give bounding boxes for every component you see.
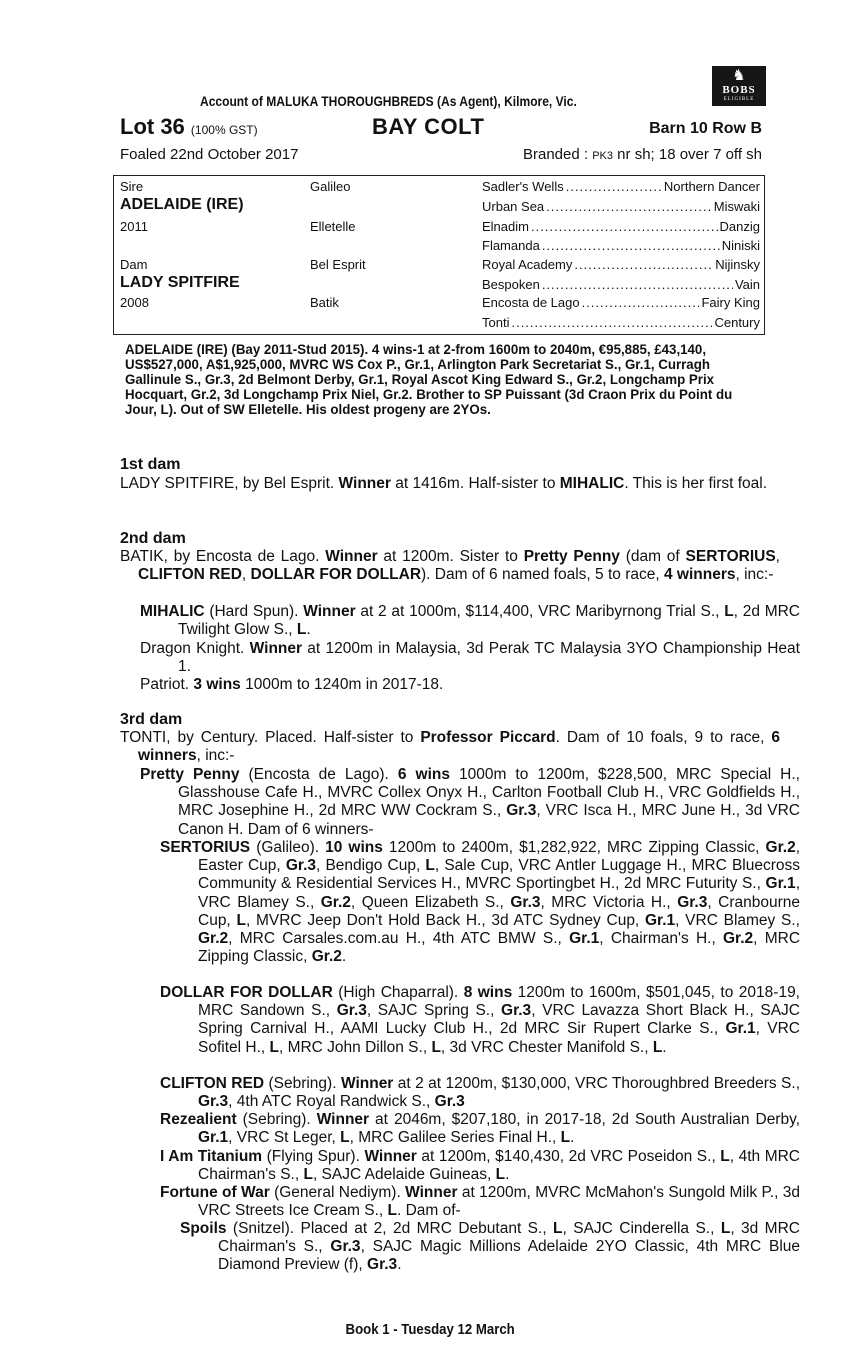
second-dam-heading: 2nd dam	[120, 530, 186, 547]
pretty-text: Pretty Penny	[523, 548, 620, 565]
r3-text: , VRC St Leger,	[228, 1129, 341, 1147]
ancestor-row	[482, 257, 760, 272]
i1-text: (Flying Spur).	[262, 1148, 365, 1165]
ancestor-row	[482, 315, 760, 330]
sire-name: ADELAIDE (IRE)	[120, 196, 244, 213]
wins4-text: 4 winners	[663, 566, 736, 584]
f1-text: (General Nediym).	[269, 1184, 406, 1201]
leader-dots	[546, 199, 712, 214]
m3-text: , 2d MRC Twilight Glow S.,	[178, 603, 800, 639]
leader-dots	[531, 219, 718, 234]
sp2-text: , SAJC Cinderella S.,	[562, 1220, 721, 1237]
sp-g2-text: L	[720, 1220, 731, 1237]
d8-text: .	[662, 1038, 667, 1056]
second-dam-text	[120, 548, 780, 584]
bobs-logo	[712, 66, 766, 106]
horse-icon: ♞	[732, 68, 746, 84]
d2-text: 1200m to 1600m, $501,045, to 2018-19, MRC Sandown S.,	[198, 984, 800, 1020]
d4-text: , VRC Lavazza Short Black H., SAJC Spring Carnival H., AAMI Lucky Club H., 2d MRC Sir Rupert Clarke S.,	[198, 1002, 800, 1038]
ancestor-sire: Fairy King	[701, 295, 760, 310]
s-g10-text: Gr.2	[198, 930, 229, 948]
s6-text: , VRC Blamey S.,	[198, 875, 800, 911]
lot-line	[120, 114, 762, 144]
dollar-text: DOLLAR FOR DOLLAR	[250, 566, 422, 584]
ancestor-row	[482, 219, 760, 234]
pp-name-text: Pretty Penny	[140, 766, 240, 783]
sp-name-text: Spoils	[180, 1220, 227, 1237]
t2-text: at 1416m. Half-sister to	[390, 475, 560, 492]
s-g5-text: Gr.2	[320, 893, 351, 911]
s-wins-text: 10 wins	[325, 839, 383, 856]
m-winner-text: Winner	[303, 603, 356, 620]
pp-gr3-text: Gr.3	[506, 802, 537, 820]
c-name-text: CLIFTON RED	[160, 1075, 265, 1092]
s-g2-text: Gr.3	[285, 857, 317, 875]
ancestor-name: Flamanda	[482, 238, 540, 253]
i5-text: .	[505, 1166, 510, 1184]
f2-text: at 1200m, MVRC McMahon's Sungold Milk P., 3d VRC Streets Ice Cream S.,	[198, 1184, 801, 1220]
s11-text: , VRC Blamey S.,	[675, 911, 800, 929]
leader-dots	[542, 238, 720, 253]
leader-dots	[511, 315, 712, 330]
sp5-text: .	[397, 1256, 402, 1274]
i4-text: , SAJC Adelaide Guineas,	[312, 1166, 496, 1184]
leader-dots	[574, 257, 713, 272]
sp-g3-text: Gr.3	[330, 1238, 361, 1256]
foaled-date: Foaled 22nd October 2017	[120, 146, 299, 163]
s-g12-text: Gr.2	[723, 930, 754, 948]
c3-text: , 4th ATC Royal Randwick S.,	[228, 1093, 435, 1111]
s4-text: , Bendigo Cup,	[316, 857, 426, 875]
p-t1-text: Patriot.	[140, 676, 194, 693]
mihalic-text: MIHALIC	[559, 475, 625, 492]
ancestor-name: Tonti	[482, 315, 510, 330]
logo-subtext: ELIGIBLE	[723, 97, 755, 102]
t1-text: BATIK, by Encosta de Lago.	[120, 548, 326, 565]
dam-name: LADY SPITFIRE	[120, 274, 240, 291]
d-g1-text: Gr.3	[336, 1002, 367, 1020]
sp-g1-text: L	[553, 1220, 563, 1237]
r-g2-text: L	[340, 1129, 350, 1147]
m4-text: .	[306, 621, 311, 639]
d6-text: , MRC John Dillon S.,	[278, 1038, 432, 1056]
i-g1-text: L	[720, 1148, 730, 1165]
d7-text: , 3d VRC Chester Manifold S.,	[440, 1038, 653, 1056]
m2-text: at 2 at 1000m, $114,400, VRC Maribyrnong Trial S.,	[355, 603, 725, 620]
d5-text: , VRC Sofitel H.,	[198, 1020, 800, 1056]
c1-text: ,	[775, 548, 780, 565]
s12-text: , MRC Carsales.com.au H., 4th ATC BMW S.,	[228, 930, 570, 948]
s-g8-text: L	[236, 911, 246, 929]
ancestor-name: Sadler's Wells	[482, 179, 564, 194]
t3-text: . This is her first foal.	[624, 475, 768, 492]
d-winner-text: Winner	[249, 640, 303, 657]
s10-text: , MVRC Jeep Don't Hold Back H., 3d ATC Sydney Cup,	[245, 911, 645, 929]
d-name-text: DOLLAR FOR DOLLAR	[160, 984, 333, 1001]
leader-dots	[542, 277, 733, 292]
t3-text: (dam of	[619, 548, 686, 565]
s2-text: 1200m to 2400m, $1,282,922, MRC Zipping Classic,	[382, 839, 766, 856]
pp-wins-text: 6 wins	[397, 766, 450, 783]
progeny-mihalic	[140, 603, 800, 639]
m-name-text: MIHALIC	[140, 603, 205, 620]
t1-text: LADY SPITFIRE, by Bel Esprit.	[120, 475, 339, 492]
ancestor-row	[482, 238, 760, 253]
grandsire-4: Batik	[310, 295, 339, 310]
i3-text: , 4th MRC Chairman's S.,	[198, 1148, 800, 1184]
sp3-text: , 3d MRC Chairman's S.,	[218, 1220, 800, 1256]
vendor-account: Account of MALUKA THOROUGHBREDS (As Agent), Kilmore, Vic.	[200, 93, 577, 109]
t4-text: ). Dam of 6 named foals, 5 to race,	[421, 566, 664, 584]
s7-text: , Queen Elizabeth S.,	[350, 893, 511, 911]
c2-text: at 2 at 1200m, $130,000, VRC Thoroughbred Breeders S.,	[393, 1075, 800, 1092]
ancestor-sire: Niniski	[721, 238, 760, 253]
d-t1-text: Dragon Knight.	[140, 640, 250, 657]
brand-code: PK3	[592, 150, 614, 162]
s9-text: , Cranbourne Cup,	[198, 893, 800, 929]
r-g1-text: Gr.1	[198, 1129, 229, 1147]
s-g13-text: Gr.2	[311, 948, 342, 966]
wins6-text: 6 winners	[138, 729, 780, 765]
gst-note: (100% GST)	[190, 123, 258, 137]
page-footer	[0, 1321, 860, 1338]
r-g3-text: L	[560, 1129, 571, 1147]
s-g4-text: Gr.1	[765, 875, 796, 893]
ancestor-sire: Nijinsky	[715, 257, 760, 272]
s3-text: , Easter Cup,	[198, 839, 801, 875]
progeny-sertorius	[160, 839, 800, 966]
ancestor-row	[482, 199, 760, 214]
t1-text: TONTI, by Century. Placed. Half-sister to	[120, 729, 421, 746]
third-dam-text	[120, 729, 780, 765]
dam-label: Dam	[120, 257, 148, 272]
t2-text: at 1200m. Sister to	[377, 548, 524, 565]
d-g6-text: L	[652, 1038, 663, 1056]
t5-text: , inc:-	[735, 566, 774, 584]
f-name-text: Fortune of War	[160, 1184, 270, 1201]
d-g2-text: Gr.3	[501, 1002, 532, 1020]
s13-text: , Chairman's H.,	[599, 930, 723, 948]
ancestor-row	[482, 179, 760, 194]
p-wins-text: 3 wins	[193, 676, 241, 693]
sp4-text: , SAJC Magic Millions Adelaide 2YO Classic, 4th MRC Blue Diamond Preview (f),	[218, 1238, 800, 1274]
logo-text: BOBS	[722, 84, 756, 96]
branded-rest: nr sh; 18 over 7 off sh	[613, 146, 762, 163]
f-g1-text: L	[387, 1202, 397, 1220]
first-dam-text	[120, 475, 780, 493]
d-t2-text: at 1200m in Malaysia, 3d Perak TC Malaysia 3YO Championship Heat 1.	[178, 640, 800, 676]
r-winner-text: Winner	[316, 1111, 370, 1128]
c1-text: (Sebring).	[264, 1075, 341, 1092]
first-dam-heading: 1st dam	[120, 456, 181, 473]
r5-text: .	[570, 1129, 575, 1147]
ancestor-name: Bespoken	[482, 277, 540, 292]
c2-text: ,	[241, 566, 251, 584]
progeny-dragon-knight	[140, 640, 800, 676]
lot-label: Lot 36	[120, 114, 185, 139]
s-g3-text: L	[425, 857, 435, 875]
ancestor-sire: Miswaki	[713, 199, 760, 214]
s5-text: , Sale Cup, VRC Antler Luggage H., MRC Bluecross Community & Residential Services H., MVRC Sportingbet H., 2d MRC Futurity S.,	[198, 857, 800, 893]
lot-number	[120, 114, 258, 140]
progeny-dollar-for-dollar	[160, 984, 800, 1057]
ancestor-sire: Northern Dancer	[663, 179, 760, 194]
progeny-spoils	[180, 1220, 800, 1275]
m1-text: (Hard Spun).	[204, 603, 304, 620]
r-name-text: Rezealient	[160, 1111, 237, 1128]
grandsire-2: Elletelle	[310, 219, 356, 234]
progeny-i-am-titanium	[160, 1148, 800, 1184]
i-name-text: I Am Titanium	[160, 1148, 263, 1165]
ancestor-name: Royal Academy	[482, 257, 573, 272]
s15-text: .	[341, 948, 347, 966]
progeny-fortune-of-war	[160, 1184, 800, 1220]
c-g1-text: Gr.3	[198, 1093, 229, 1111]
r4-text: , MRC Galilee Series Final H.,	[349, 1129, 561, 1147]
ancestor-sire: Century	[714, 315, 760, 330]
dam-year: 2008	[120, 295, 149, 310]
s-g7-text: Gr.3	[677, 893, 708, 911]
i-g2-text: L	[303, 1166, 313, 1184]
f-winner-text: Winner	[405, 1184, 458, 1201]
f3-text: . Dam of-	[396, 1202, 461, 1220]
t3-text: , inc:-	[196, 747, 235, 765]
branded-info	[523, 146, 762, 163]
progeny-clifton-red	[160, 1075, 800, 1111]
sire-label: Sire	[120, 179, 144, 194]
s8-text: , MRC Victoria H.,	[540, 893, 678, 911]
m-L2-text: L	[296, 621, 307, 639]
d-g4-text: L	[269, 1038, 279, 1056]
ancestor-name: Urban Sea	[482, 199, 545, 214]
d-g3-text: Gr.1	[725, 1020, 756, 1038]
progeny-rezealient	[160, 1111, 800, 1147]
s-g6-text: Gr.3	[510, 893, 541, 911]
progeny-pretty-penny	[140, 766, 800, 839]
sire-summary: ADELAIDE (IRE) (Bay 2011-Stud 2015). 4 wins-1 at 2-from 1600m to 2040m, €95,885, £43,140, US$527,000, A$1,925,000, MVRC WS Cox P., Gr.1, Arlington Park Secretariat S., Gr.1, Curragh Gallinule S., Gr.3, 2d Belmont Derby, Gr.1, Royal Ascot King Edward S., Gr.2, Longchamp Prix Hocquart, Gr.2, 3d Longchamp Prix Niel, Gr.2. Brother to SP Puissant (3d Craon Prix du Point du Jour, L). Out of SW Elletelle. His oldest progeny are 2YOs.	[125, 341, 733, 417]
pp2-text: 1000m to 1200m, $228,500, MRC Special H., Glasshouse Cafe H., MVRC Collex Onyx H., Carlton Football Club H., VRC Goldfields H., MRC Josephine H., 2d MRC WW Cockram S.,	[178, 766, 800, 820]
r2-text: at 2046m, $207,180, in 2017-18, 2d South Australian Derby,	[369, 1111, 800, 1128]
i2-text: at 1200m, $140,430, 2d VRC Poseidon S.,	[416, 1148, 721, 1165]
s-name-text: SERTORIUS	[160, 839, 251, 856]
i-winner-text: Winner	[364, 1148, 417, 1165]
p-t2-text: 1000m to 1240m in 2017-18.	[240, 676, 444, 693]
t2-text: . Dam of 10 foals, 9 to race,	[555, 729, 772, 746]
d-g5-text: L	[431, 1038, 441, 1056]
sert-text: SERTORIUS	[685, 548, 776, 565]
d-wins-text: 8 wins	[463, 984, 513, 1001]
progeny-patriot	[140, 676, 800, 694]
d1-text: (High Chaparral).	[332, 984, 464, 1001]
grandsire-1: Galileo	[310, 179, 351, 194]
s-g1-text: Gr.2	[765, 839, 796, 856]
leader-dots	[582, 295, 700, 310]
winner-text: Winner	[338, 475, 391, 492]
s14-text: , MRC Zipping Classic,	[198, 930, 801, 966]
winner-text: Winner	[325, 548, 378, 565]
m-L1-text: L	[724, 603, 734, 620]
grandsire-3: Bel Esprit	[310, 257, 366, 272]
branded-prefix: Branded :	[523, 146, 593, 163]
pp1-text: (Encosta de Lago).	[239, 766, 398, 783]
ancestor-row	[482, 277, 760, 292]
clifton-text: CLIFTON RED	[138, 566, 242, 584]
ancestor-row	[482, 295, 760, 310]
sp-g4-text: Gr.3	[367, 1256, 398, 1274]
ancestor-name: Encosta de Lago	[482, 295, 580, 310]
ancestor-name: Elnadim	[482, 219, 529, 234]
d3-text: , SAJC Spring S.,	[366, 1002, 502, 1020]
pp3-text: , VRC Isca H., MRC June H., 3d VRC Canon H. Dam of 6 winners-	[178, 802, 800, 838]
prof-text: Professor Piccard	[420, 729, 556, 746]
s-g9-text: Gr.1	[644, 911, 676, 929]
ancestor-sire: Danzig	[719, 219, 760, 234]
s1-text: (Galileo).	[250, 839, 326, 856]
c-g2-text: Gr.3	[434, 1093, 465, 1111]
barn-location: Barn 10 Row B	[649, 120, 762, 137]
r1-text: (Sebring).	[236, 1111, 317, 1128]
horse-description: BAY COLT	[372, 114, 485, 139]
pedigree-table	[113, 175, 765, 335]
i-g3-text: L	[495, 1166, 506, 1184]
leader-dots	[566, 179, 662, 194]
s-g11-text: Gr.1	[569, 930, 600, 948]
sire-year: 2011	[120, 219, 148, 234]
c-winner-text: Winner	[340, 1075, 394, 1092]
ancestor-sire: Vain	[734, 277, 760, 292]
third-dam-heading: 3rd dam	[120, 711, 183, 728]
sp1-text: (Snitzel). Placed at 2, 2d MRC Debutant S.,	[226, 1220, 554, 1237]
footer-text: Book 1 - Tuesday 12 March	[345, 1321, 515, 1338]
